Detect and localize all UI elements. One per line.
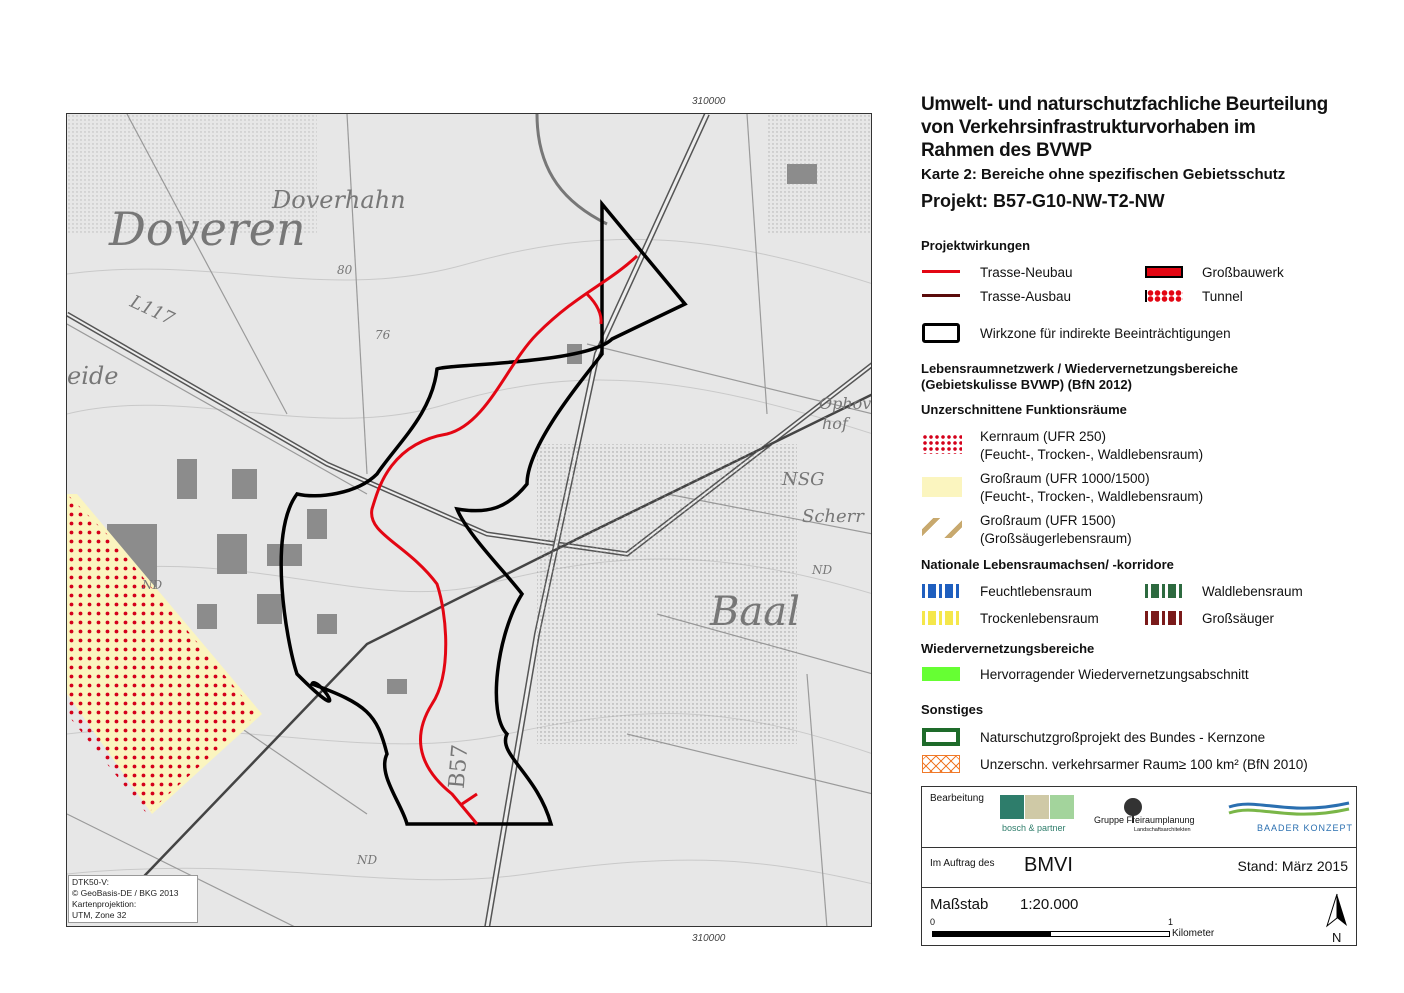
section-projektwirkungen: Projektwirkungen bbox=[921, 238, 1031, 253]
naturschutz-symbol bbox=[922, 728, 960, 746]
place-baal: Baal bbox=[710, 589, 800, 635]
legend-kernraum: Kernraum (UFR 250) bbox=[980, 429, 1107, 444]
map-frame[interactable] bbox=[66, 113, 872, 927]
auftrag-row bbox=[922, 847, 1356, 887]
legend-header bbox=[921, 93, 1361, 212]
wald-symbol bbox=[1145, 584, 1185, 598]
map-credits bbox=[68, 875, 198, 923]
unzerschn-symbol bbox=[922, 755, 960, 773]
bearbeitung-label: Bearbeitung bbox=[930, 793, 984, 804]
place-hof: hof bbox=[822, 414, 848, 433]
credits-line: © GeoBasis-DE / BKG 2013 bbox=[72, 888, 179, 898]
legend-wirkzone: Wirkzone für indirekte Beeinträchtigungen bbox=[980, 326, 1231, 341]
legend-grosssaeuger: Großsäuger bbox=[1202, 611, 1275, 626]
trocken-symbol bbox=[922, 611, 962, 625]
road-b57: B57 bbox=[444, 743, 474, 790]
legend-grossraum: Großraum (UFR 1000/1500) bbox=[980, 471, 1150, 486]
legend-hervorragend: Hervorragender Wiedervernetzungsabschnitt bbox=[980, 667, 1249, 682]
auftrag-label: Im Auftrag des bbox=[930, 858, 995, 869]
kernraum-symbol bbox=[922, 434, 962, 454]
scale-bar-end: 1 bbox=[1168, 917, 1174, 927]
trasse-neubau-symbol bbox=[922, 270, 960, 273]
section-wiedervernetzung: Wiedervernetzungsbereiche bbox=[921, 641, 1095, 656]
baader-logo-text: BAADER KONZEPT bbox=[1257, 823, 1354, 833]
place-heide: eide bbox=[67, 362, 119, 390]
svg-text:ND: ND bbox=[812, 563, 833, 577]
coord-label-top: 310000 bbox=[692, 96, 726, 107]
place-doveren: Doveren bbox=[109, 202, 306, 256]
legend-kernraum-sub: (Feucht-, Trocken-, Waldlebensraum) bbox=[980, 447, 1204, 462]
scale-bar-unit: Kilometer bbox=[1172, 928, 1215, 939]
hervorragend-symbol bbox=[922, 667, 960, 681]
bosch-logo-square-2 bbox=[1025, 795, 1049, 819]
map-title-line-2: von Verkehrsinfrastrukturvorhaben im bbox=[921, 117, 1256, 138]
svg-text:76: 76 bbox=[375, 328, 391, 342]
project-id: Projekt: B57-G10-NW-T2-NW bbox=[921, 191, 1165, 211]
legend-grossbauwerk: Großbauwerk bbox=[1202, 265, 1284, 280]
gruppe-logo-sub: Landschaftsarchitekten bbox=[1134, 827, 1191, 833]
feucht-symbol bbox=[922, 584, 962, 598]
grossraum-symbol bbox=[922, 477, 962, 497]
scale-value: 1:20.000 bbox=[1020, 896, 1079, 913]
section-lebensraumnetzwerk-sub: (Gebietskulisse BVWP) (BfN 2012) bbox=[921, 377, 1132, 392]
scale-bar-start: 0 bbox=[930, 917, 936, 927]
legend-grossraum-sub: (Feucht-, Trocken-, Waldlebensraum) bbox=[980, 489, 1204, 504]
scale-row bbox=[922, 887, 1356, 947]
legend-trocken: Trockenlebensraum bbox=[980, 611, 1099, 626]
north-label: N bbox=[1332, 930, 1342, 945]
legend-trasse-neubau: Trasse-Neubau bbox=[980, 265, 1073, 280]
legend-trasse-ausbau: Trasse-Ausbau bbox=[980, 289, 1072, 304]
section-sonstiges: Sonstiges bbox=[921, 702, 984, 717]
tunnel-symbol bbox=[1145, 290, 1183, 302]
road-l117: L117 bbox=[126, 291, 178, 330]
credits-line: DTK50-V: bbox=[72, 877, 110, 887]
credits-line: Kartenprojektion: bbox=[72, 899, 137, 909]
baader-wave-icon bbox=[1227, 795, 1352, 821]
coord-label-bottom: 310000 bbox=[692, 933, 726, 944]
svg-text:ND: ND bbox=[142, 578, 163, 592]
legend-wald: Waldlebensraum bbox=[1202, 584, 1303, 599]
trasse-ausbau-symbol bbox=[922, 294, 960, 297]
map-title-line-3: Rahmen des BVWP bbox=[921, 140, 1092, 161]
wirkzone-symbol bbox=[922, 323, 960, 343]
svg-text:80: 80 bbox=[337, 263, 353, 277]
section-unzerschnittene: Unzerschnittene Funktionsräume bbox=[921, 402, 1127, 417]
legend-tunnel: Tunnel bbox=[1202, 289, 1243, 304]
grossbauwerk-symbol bbox=[1145, 266, 1183, 278]
place-nsg: NSG bbox=[782, 469, 825, 490]
place-ophoven: Ophov bbox=[819, 394, 872, 413]
legend-unzerschn: Unzerschn. verkehrsarmer Raum≥ 100 km² (BfN 2010) bbox=[980, 757, 1308, 772]
bosch-logo-square-1 bbox=[1000, 795, 1024, 819]
place-scherr: Scherr bbox=[802, 506, 864, 527]
legend-feucht: Feuchtlebensraum bbox=[980, 584, 1092, 599]
massstab-label: Maßstab bbox=[930, 896, 989, 913]
map-title-line-1: Umwelt- und naturschutzfachliche Beurteilung bbox=[921, 94, 1328, 115]
north-arrow-icon bbox=[1324, 892, 1350, 932]
stand-date: Stand: März 2015 bbox=[1237, 858, 1348, 874]
map-subtitle: Karte 2: Bereiche ohne spezifischen Gebietsschutz bbox=[921, 166, 1286, 183]
credits-line: UTM, Zone 32 bbox=[72, 910, 127, 920]
legend-grossraum-saeuger-sub: (Großsäugerlebensraum) bbox=[980, 531, 1132, 546]
place-doverhahn: Doverhahn bbox=[272, 186, 406, 214]
legend-naturschutz: Naturschutzgroßprojekt des Bundes - Kernzone bbox=[980, 730, 1266, 745]
gruppe-logo-text: Gruppe Freiraumplanung bbox=[1094, 815, 1195, 825]
info-box bbox=[921, 786, 1357, 946]
legend-grossraum-saeuger: Großraum (UFR 1500) bbox=[980, 513, 1116, 528]
section-lebensraumnetzwerk: Lebensraumnetzwerk / Wiedervernetzungsbereiche bbox=[921, 361, 1239, 376]
scale-bar bbox=[932, 931, 1170, 937]
client-name: BMVI bbox=[1024, 854, 1073, 876]
svg-text:ND: ND bbox=[357, 853, 378, 867]
section-nationale: Nationale Lebensraumachsen/ -korridore bbox=[921, 557, 1174, 572]
grossraum-saeuger-symbol bbox=[922, 518, 962, 538]
grosssaeuger-symbol bbox=[1145, 611, 1185, 625]
bosch-logo-square-3 bbox=[1050, 795, 1074, 819]
bosch-logo-text: bosch & partner bbox=[1002, 823, 1066, 833]
